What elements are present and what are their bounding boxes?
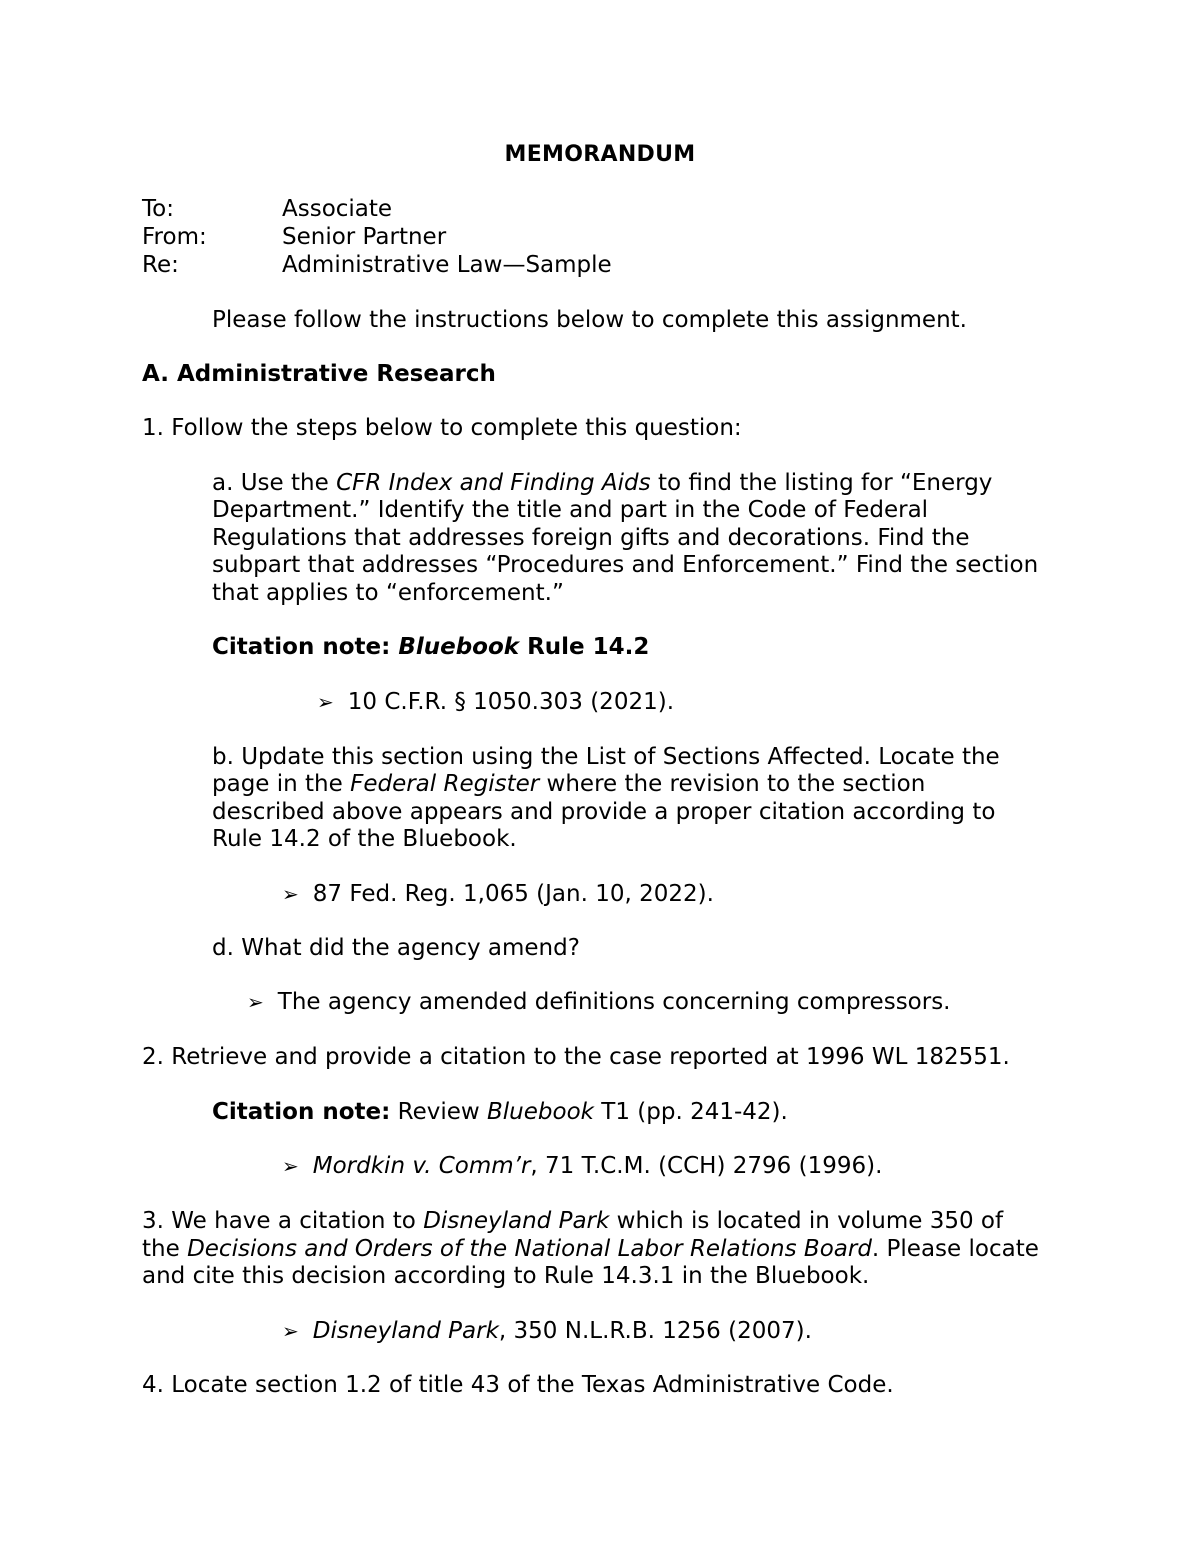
re-label: Re: [142,252,179,278]
q1-b-line-4: Rule 14.2 of the Bluebook. [212,826,517,852]
q2-answer: ➢ Mordkin v. Comm’r, 71 T.C.M. (CCH) 2796 (1996). [282,1153,883,1179]
intro-paragraph: Please follow the instructions below to complete this assignment. [212,307,967,333]
q1-a-line-2: Department.” Identify the title and part in the Code of Federal [212,497,929,523]
q1-d-question: d. What did the agency amend? [212,935,580,961]
from-label: From: [142,224,207,250]
arrow-bullet-icon: ➢ [247,990,264,1014]
arrow-bullet-icon: ➢ [282,882,299,906]
q1-b-line-2: page in the Federal Register where the revision to the section [212,771,926,797]
q2-citation-note: Citation note: Review Bluebook T1 (pp. 241-42). [212,1099,788,1125]
to-value: Associate [282,196,393,222]
question-3-line-2: the Decisions and Orders of the National Labor Relations Board. Please locate [142,1236,1039,1262]
q1-b-line-1: b. Update this section using the List of Sections Affected. Locate the [212,744,1000,770]
q1-b-line-3: described above appears and provide a proper citation according to [212,799,996,825]
arrow-bullet-icon: ➢ [282,1319,299,1343]
q1-answer-a: ➢ 10 C.F.R. § 1050.303 (2021). [317,689,674,715]
arrow-bullet-icon: ➢ [282,1154,299,1178]
question-3-line-3: and cite this decision according to Rule 14.3.1 in the Bluebook. [142,1263,870,1289]
q1-a-line-3: Regulations that addresses foreign gifts and decorations. Find the [212,525,970,551]
q1-a-line-5: that applies to “enforcement.” [212,580,564,606]
to-label: To: [142,196,174,222]
q1-citation-note: Citation note: Bluebook Rule 14.2 [212,634,650,660]
question-2: 2. Retrieve and provide a citation to the case reported at 1996 WL 182551. [142,1044,1010,1070]
question-3-line-1: 3. We have a citation to Disneyland Park which is located in volume 350 of [142,1208,1004,1234]
q1-a-line-4: subpart that addresses “Procedures and Enforcement.” Find the section [212,552,1039,578]
question-1: 1. Follow the steps below to complete this question: [142,415,742,441]
memo-title: MEMORANDUM [504,142,696,167]
arrow-bullet-icon: ➢ [317,690,334,714]
from-value: Senior Partner [282,224,447,250]
question-4: 4. Locate section 1.2 of title 43 of the Texas Administrative Code. [142,1372,894,1398]
q3-answer: ➢ Disneyland Park, 350 N.L.R.B. 1256 (2007). [282,1318,812,1344]
section-a-heading: A. Administrative Research [142,361,496,387]
q1-a-line-1: a. Use the CFR Index and Finding Aids to find the listing for “Energy [212,470,993,496]
re-value: Administrative Law—Sample [282,252,612,278]
q1-answer-d: ➢ The agency amended definitions concerning compressors. [247,989,951,1015]
q1-answer-b: ➢ 87 Fed. Reg. 1,065 (Jan. 10, 2022). [282,881,714,907]
